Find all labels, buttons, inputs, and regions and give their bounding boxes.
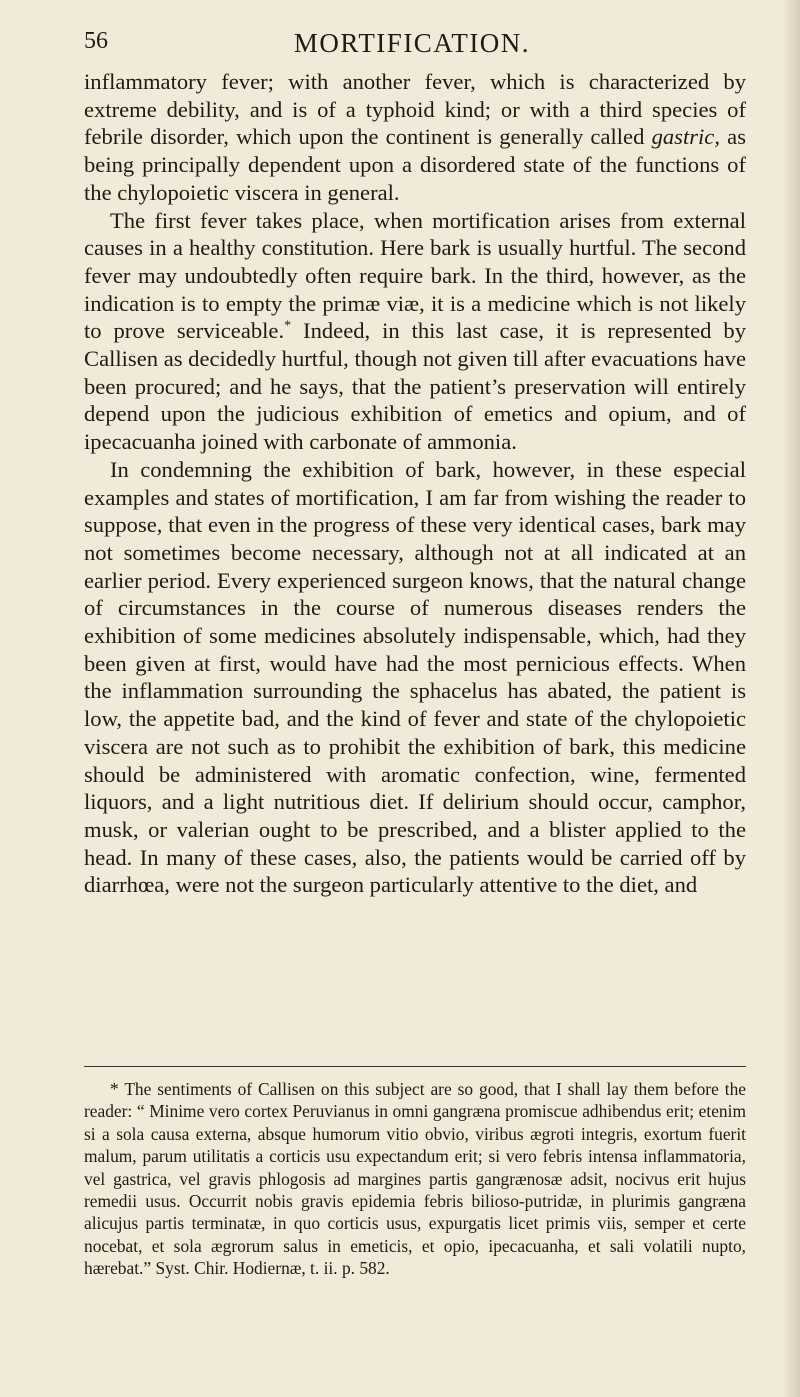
body-text xyxy=(84,68,746,899)
page-number: 56 xyxy=(84,28,108,54)
footnote-paragraph xyxy=(84,1078,746,1280)
paragraph-3: In condemning the exhibition of bark, however, in these especial examples and states of mortification, I am far from wishing the reader to suppose, that even in the progress of these very identical cases, bark may not sometimes become necessary, although not at all indicated at an earlier period. Every experienced surgeon knows, that the natural change of circumstances in the course of numerous diseases renders the exhibition of some medicines absolutely indispensable, which, had they been given at first, would have had the most pernicious effects. When the inflammation surrounding the sphacelus has abated, the patient is low, the appetite bad, and the kind of fever and state of the chylopoietic viscera are not such as to prohibit the exhibition of bark, this medicine should be administered with aromatic confection, wine, fermented liquors, and a light nutritious diet. If delirium should occur, camphor, musk, or valerian ought to be prescribed, and a blister applied to the head. In many of these cases, also, the patients would be carried off by diarrhœa, were not the surgeon particularly attentive to the diet, and xyxy=(84,456,746,898)
footnote-reference-mark: * xyxy=(284,318,292,334)
page-edge-shadow xyxy=(782,0,800,1397)
paragraph-1-emphasis: gastric, xyxy=(651,124,720,150)
footnote-divider xyxy=(84,1066,746,1067)
footnote xyxy=(84,1078,746,1280)
paragraph-1 xyxy=(84,68,746,207)
paragraph-2-text-a: The first fever takes place, when mortification arises from external causes in a healthy constitution. Here bark is usually hurtful. The second fever may undoubtedly often require bark. In the third, however, as the indication is to empty the primæ viæ, it is a medicine which is not likely to prove serviceable. xyxy=(84,207,746,344)
footnote-text: The sentiments of Callisen on this subject are so good, that I shall lay them before the reader: “ Minime vero cortex Peruvianus in omni gangræna promiscue adhibendus erit; etenim si a sola causa externa, absque humorum vitio obvio, viribus ægroti integris, exortum fuerit malum, parum utilitatis a corticis usu expectandum erit; si vero febris intensa inflammatoria, vel gastrica, vel gravis phlogosis ad margines partis gangrænosæ adsit, nocivus erit hujus remedii usus. Occurrit nobis gravis epidemia febris bilioso-putridæ, in plurimis gangræna alicujus partis terminatæ, in quo corticis usus, expurgatis licet primis viis, semper et certe nocebat, et sola ægrorum salus in emeticis, et opio, ipecacuanha, et sali volatili nupto, hærebat.” Syst. Chir. Hodiernæ, t. ii. p. 582. xyxy=(84,1079,746,1279)
paragraph-1-text-b: as being principally dependent upon a disordered state of the functions of the chylopoietic viscera in general. xyxy=(84,124,746,205)
page-header xyxy=(84,20,740,60)
paragraph-1-text-a: inflammatory fever; with another fever, which is characterized by extreme debility, and is of a typhoid kind; or with a third species of febrile disorder, which upon the continent is generally called xyxy=(84,69,746,150)
paragraph-2-text-b: Indeed, in this last case, it is represented by Callisen as decidedly hurtful, though not given till after evacuations have been procured; and he says, that the patient’s preservation will entirely depend upon the judicious exhibition of emetics and opium, and of ipecacuanha joined with carbonate of ammonia. xyxy=(84,318,746,455)
running-title: MORTIFICATION. xyxy=(293,28,531,58)
paragraph-2 xyxy=(84,207,746,456)
footnote-mark: * xyxy=(110,1079,119,1099)
